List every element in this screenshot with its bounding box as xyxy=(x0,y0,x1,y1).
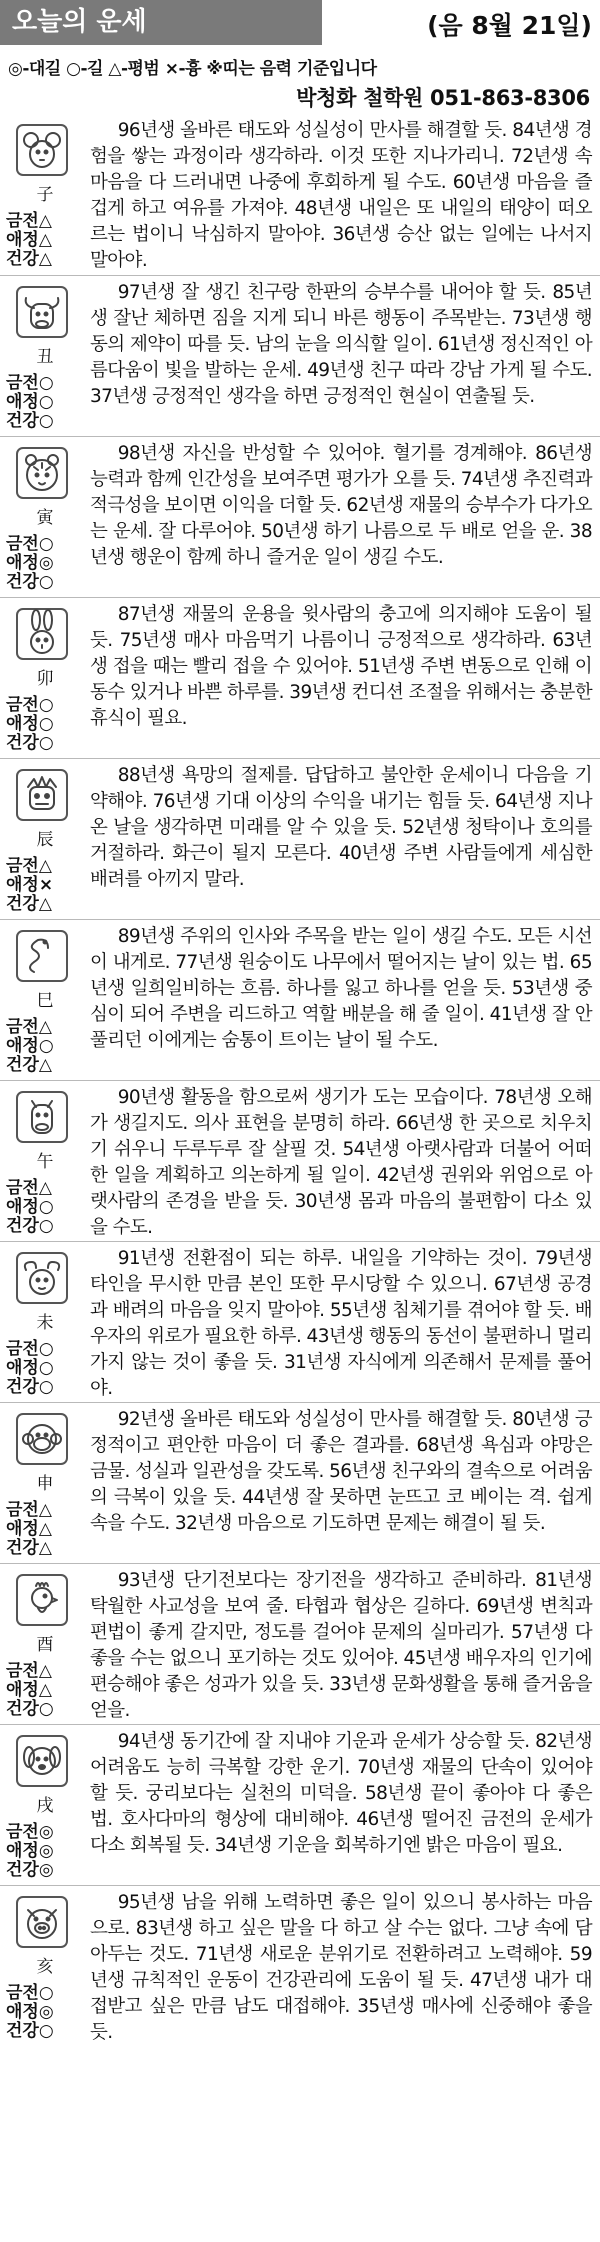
rating-wealth: 금전○ xyxy=(6,534,54,554)
zodiac-sign: 寅 xyxy=(36,508,54,528)
rating-health: 건강△ xyxy=(6,1055,52,1075)
rating-wealth: 금전△ xyxy=(6,1178,52,1198)
fortune-text: 89년생 주위의 인사와 주목을 받는 일이 생길 수도. 모든 시선이 내게로. 77년생 원숭이도 나무에서 떨어지는 날이 있는 법. 65년생 일희일비하는 흐름. 하나를 잃고 하나를 얻을 듯. 53년생 중심이 되어 주변을 리드하고 역할 배분을 해 줄 일이. 41년생 잘 안 풀리던 이에게는 숨통이 트이는 날이 될 수도. xyxy=(90,926,592,1051)
rating-wealth: 금전○ xyxy=(6,695,54,715)
fortune-text: 87년생 재물의 운용을 윗사람의 충고에 의지해야 도움이 될 듯. 75년생 매사 마음먹기 나름이니 긍정적으로 생각하라. 63년생 접을 때는 빨리 접을 수 있어야. 51년생 주변 변동으로 인해 이동수 있거나 바쁜 하루를. 39년생 컨디션 조절을 위해서는 충분한 휴식이 필요. xyxy=(90,604,592,729)
rating-health: 건강◎ xyxy=(6,1860,54,1880)
monkey-icon xyxy=(14,1411,70,1467)
fortune-ratings xyxy=(6,857,53,914)
fortune-text: 90년생 활동을 함으로써 생기가 도는 모습이다. 78년생 오해가 생길지도. 의사 표현을 분명히 하라. 66년생 한 곳으로 치우치기 쉬우니 두루두루 잘 살필 것. 54년생 아랫사람과 더불어 어떠한 일을 계획하고 의논하게 될 일이. 42년생 권위와 위엄으로 아랫사람의 존경을 받을 듯. 30년생 몸과 마음의 불편함이 다소 있을 수도. xyxy=(90,1087,592,1238)
fortune-text: 97년생 잘 생긴 친구랑 한판의 승부수를 내어야 할 듯. 85년생 잘난 체하면 짐을 지게 되니 바른 행동이 주목받는. 73년생 행동의 제약이 따를 듯. 남의 눈을 의식할 일이. 61년생 정신적인 아름다움이 빛을 발하는 운세. 49년생 친구 따라 강남 가게 될 수도. 37년생 긍정적인 생각을 하면 긍정적인 현실이 연출될 듯. xyxy=(90,282,592,407)
zodiac-sidebar xyxy=(6,926,84,1076)
fortune-ratings xyxy=(6,1018,54,1075)
zodiac-sidebar xyxy=(6,282,84,432)
rating-love: 애정○ xyxy=(6,714,54,734)
zodiac-sidebar xyxy=(6,1087,84,1237)
zodiac-sidebar xyxy=(6,1731,84,1881)
zodiac-sign: 申 xyxy=(36,1474,54,1494)
rating-love: 애정◎ xyxy=(6,1841,54,1861)
rating-health: 건강△ xyxy=(6,1538,52,1558)
rooster-icon xyxy=(14,1572,70,1628)
tiger-icon xyxy=(14,445,70,501)
zodiac-sidebar xyxy=(6,443,84,593)
snake-icon xyxy=(14,928,70,984)
rating-love: 애정× xyxy=(6,875,54,895)
rating-love: 애정○ xyxy=(6,1036,54,1056)
header xyxy=(0,0,600,48)
fortune-text: 98년생 자신을 반성할 수 있어야. 혈기를 경계해야. 86년생 능력과 함께 인간성을 보여주면 평가가 오를 듯. 74년생 추진력과 적극성을 보이면 이익을 더할 듯. 62년생 재물의 승부수가 다가오는 운세. 잘 다루어야. 50년생 하기 나름으로 두 배로 얻을 운. 38년생 행운이 함께 하니 즐거운 일이 생길 수도. xyxy=(90,443,592,568)
fortune-text: 96년생 올바른 태도와 성실성이 만사를 해결할 듯. 84년생 경험을 쌓는 과정이라 생각하라. 이것 또한 지나가리니. 72년생 속마음을 다 드러내면 나중에 후회하게 될 수도. 60년생 마음을 즐겁게 하고 여유를 가져야. 48년생 내일은 또 내일의 태양이 떠오르는 법이니 낙심하지 말아야. 36년생 승산 없는 일에는 나서지 말아야. xyxy=(90,120,592,271)
rating-legend: ◎-대길 ○-길 △-평범 ×-흉 ※띠는 음력 기준입니다 xyxy=(8,59,377,79)
rating-wealth: 금전△ xyxy=(6,856,52,876)
rating-wealth: 금전○ xyxy=(6,373,54,393)
rating-health: 건강○ xyxy=(6,1377,54,1397)
rating-love: 애정◎ xyxy=(6,2002,54,2022)
rating-wealth: 금전△ xyxy=(6,1500,52,1520)
rating-health: 건강○ xyxy=(6,1699,54,1719)
rating-wealth: 금전△ xyxy=(6,211,52,231)
zodiac-sign: 辰 xyxy=(36,830,54,850)
rating-health: 건강○ xyxy=(6,1216,54,1236)
rating-love: 애정○ xyxy=(6,1197,54,1217)
zodiac-section xyxy=(0,1080,600,1241)
rating-health: 건강△ xyxy=(6,249,52,269)
zodiac-sidebar xyxy=(6,604,84,754)
zodiac-sign: 卯 xyxy=(36,669,54,689)
zodiac-list xyxy=(0,114,600,2046)
ox-icon xyxy=(14,284,70,340)
rating-wealth: 금전○ xyxy=(6,1339,54,1359)
fortune-ratings xyxy=(6,1340,54,1397)
zodiac-sidebar xyxy=(6,1892,84,2042)
fortune-ratings xyxy=(6,535,54,592)
rating-health: 건강○ xyxy=(6,572,54,592)
fortune-text: 93년생 단기전보다는 장기전을 생각하고 준비하라. 81년생 탁월한 사교성을 보여 줄. 타협과 협상은 길하다. 69년생 변칙과 편법이 좋게 갈지만, 정도를 걸어야 문제의 실마리가. 57년생 다 좋을 수는 없으니 포기하는 것도 있어야. 45년생 배우자의 인기에 편승해야 좋은 성과가 있을 듯. 33년생 문화생활을 통해 즐거움을 얻을. xyxy=(90,1570,592,1721)
lunar-date: (음 8월 21일) xyxy=(427,11,592,40)
zodiac-section xyxy=(0,919,600,1080)
rating-health: 건강○ xyxy=(6,733,54,753)
rating-love: 애정△ xyxy=(6,230,52,250)
zodiac-section xyxy=(0,1724,600,1885)
rating-love: 애정△ xyxy=(6,1680,52,1700)
fortune-ratings xyxy=(6,1179,54,1236)
rating-wealth: 금전○ xyxy=(6,1983,54,2003)
zodiac-section xyxy=(0,1885,600,2046)
zodiac-sign: 亥 xyxy=(36,1957,54,1977)
dog-icon xyxy=(14,1733,70,1789)
rating-health: 건강○ xyxy=(6,411,54,431)
zodiac-sign: 未 xyxy=(36,1313,54,1333)
contact-info: 박청화 철학원 051-863-8306 xyxy=(296,86,590,110)
rating-wealth: 금전△ xyxy=(6,1017,52,1037)
zodiac-sidebar xyxy=(6,1570,84,1720)
rating-wealth: 금전◎ xyxy=(6,1822,54,1842)
zodiac-sidebar xyxy=(6,765,84,915)
fortune-text: 92년생 올바른 태도와 성실성이 만사를 해결할 듯. 80년생 긍정적이고 편안한 마음이 더 좋은 결과를. 68년생 욕심과 야망은 금물. 성실과 일관성을 갖도록. 56년생 친구와의 결속으로 어려움의 극복이 있을 듯. 44년생 잘 못하면 눈뜨고 코 베이는 격. 쉽게 속을 수도. 32년생 마음으로 기도하면 문제는 해결이 될 듯. xyxy=(90,1409,592,1534)
fortune-text: 88년생 욕망의 절제를. 답답하고 불안한 운세이니 다음을 기약해야. 76년생 기대 이상의 수익을 내기는 힘들 듯. 64년생 지나온 날을 생각하면 미래를 알 수 있을 듯. 52년생 청탁이나 호의를 거절하라. 화근이 될지 모른다. 40년생 주변 사람들에게 세심한 배려를 아끼지 말라. xyxy=(90,765,592,890)
fortune-ratings xyxy=(6,1662,54,1719)
zodiac-sign: 子 xyxy=(36,185,54,205)
zodiac-section xyxy=(0,275,600,436)
zodiac-section xyxy=(0,1402,600,1563)
rating-love: 애정△ xyxy=(6,1519,52,1539)
fortune-ratings xyxy=(6,212,52,269)
rabbit-icon xyxy=(14,606,70,662)
zodiac-sign: 戌 xyxy=(36,1796,54,1816)
zodiac-section xyxy=(0,1563,600,1724)
fortune-ratings xyxy=(6,1501,52,1558)
fortune-ratings xyxy=(6,1984,54,2041)
horse-icon xyxy=(14,1089,70,1145)
rating-love: 애정○ xyxy=(6,1358,54,1378)
zodiac-sidebar xyxy=(6,120,84,270)
zodiac-sidebar xyxy=(6,1409,84,1559)
zodiac-sign: 酉 xyxy=(36,1635,54,1655)
zodiac-sidebar xyxy=(6,1248,84,1398)
rating-health: 건강○ xyxy=(6,2021,54,2041)
rating-love: 애정○ xyxy=(6,392,54,412)
zodiac-section xyxy=(0,1241,600,1402)
zodiac-section xyxy=(0,436,600,597)
zodiac-section xyxy=(0,597,600,758)
sheep-icon xyxy=(14,1250,70,1306)
fortune-ratings xyxy=(6,696,54,753)
fortune-ratings xyxy=(6,374,54,431)
mouse-icon xyxy=(14,122,70,178)
dragon-icon xyxy=(14,767,70,823)
fortune-ratings xyxy=(6,1823,54,1880)
fortune-text: 94년생 동기간에 잘 지내야 기운과 운세가 상승할 듯. 82년생 어려움도 능히 극복할 강한 운기. 70년생 재물의 단속이 있어야 할 듯. 궁리보다는 실천의 미덕을. 58년생 끝이 좋아야 다 좋은 법. 호사다마의 형상에 대비해야. 46년생 떨어진 금전의 운세가 다소 회복될 듯. 34년생 기운을 회복하기엔 밝은 마음이 필요. xyxy=(90,1731,592,1856)
pig-icon xyxy=(14,1894,70,1950)
rating-wealth: 금전△ xyxy=(6,1661,52,1681)
zodiac-section xyxy=(0,758,600,919)
rating-love: 애정◎ xyxy=(6,553,54,573)
fortune-text: 95년생 남을 위해 노력하면 좋은 일이 있으니 봉사하는 마음으로. 83년생 하고 싶은 말을 다 하고 살 수는 없다. 그냥 속에 담아두는 것도. 71년생 새로운 분위기로 전환하려고 노력해야. 59년생 규칙적인 운동이 건강관리에 도움이 될 듯. 47년생 내가 대접받고 싶은 만큼 남도 대접해야. 35년생 매사에 신중해야 좋을 듯. xyxy=(90,1892,592,2043)
fortune-text: 91년생 전환점이 되는 하루. 내일을 기약하는 것이. 79년생 타인을 무시한 만큼 본인 또한 무시당할 수 있으니. 67년생 공경과 배려의 마음을 잊지 말아야. 55년생 침체기를 겪어야 할 듯. 배우자의 위로가 필요한 하루. 43년생 행동의 동선이 불편하니 멀리 가지 않는 것이 좋을 듯. 31년생 자식에게 의존해서 문제를 풀어야. xyxy=(90,1248,592,1399)
zodiac-sign: 丑 xyxy=(36,347,54,367)
page-title: 오늘의 운세 xyxy=(0,0,322,45)
zodiac-sign: 巳 xyxy=(36,991,54,1011)
rating-health: 건강△ xyxy=(6,894,52,914)
zodiac-section xyxy=(0,114,600,275)
zodiac-sign: 午 xyxy=(36,1152,54,1172)
